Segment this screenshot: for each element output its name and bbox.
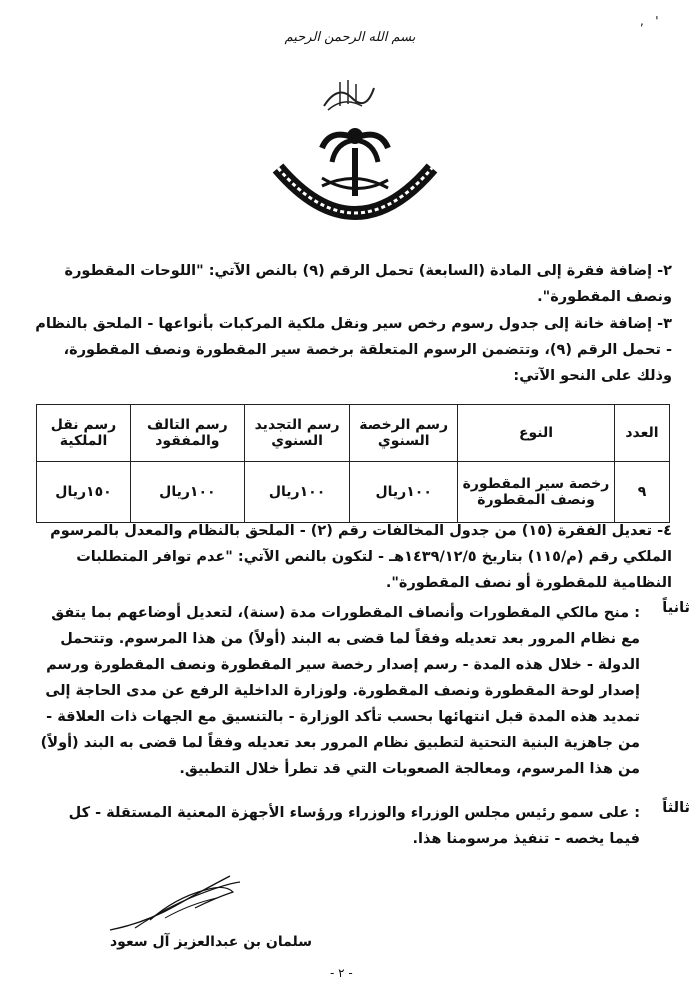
- table-header: رسم نقل الملكية: [37, 405, 131, 462]
- table-header: رسم التجديد السنوي: [244, 405, 350, 462]
- table-cell: ١٠٠ريال: [350, 462, 458, 523]
- signature-icon: [105, 868, 245, 938]
- corner-marks: , ': [640, 14, 659, 28]
- section-third-label: ثالثاً: [662, 800, 690, 816]
- page-number: - ٢ -: [330, 966, 353, 980]
- table-header: النوع: [458, 405, 615, 462]
- shahada-calligraphy: [318, 76, 378, 116]
- saudi-emblem-icon: [270, 118, 440, 228]
- table-row: [37, 462, 670, 523]
- table-cell: ١٥٠ريال: [37, 462, 131, 523]
- table-cell: ١٠٠ريال: [244, 462, 350, 523]
- table-header: العدد: [615, 405, 670, 462]
- section-second-text: : منح مالكي المقطورات وأنصاف المقطورات مدة (سنة)، لتعديل أوضاعهم بما يتفق مع نظام المرور بعد تعديله وفقاً لما قضى به البند (أولاً) من هذا المرسوم. وتتحمل الدولة - خلال هذه المدة - رسم إصدار رخصة سير المقطورة ونصف المقطورة ورسم إصدار لوحة المقطورة ونصف المقطورة. ولوزارة الداخلية الرفع عن مدى الحاجة إلى تمديد هذه المدة قبل انتهائها بحسب تأكد الوزارة - بالتنسيق مع الجهات ذات العلاقة - من جاهزية البنية التحتية لتطبيق نظام المرور بعد تعديله وفقاً لما قضى به البند (أولاً) من هذا المرسوم، ومعالجة الصعوبات التي قد تطرأ خلال التطبيق.: [40, 605, 640, 777]
- table-header: رسم التالف والمفقود: [130, 405, 244, 462]
- section-third-text: : على سمو رئيس مجلس الوزراء والوزراء ورؤساء الأجهزة المعنية المستقلة - كل فيما يخصه - تنفيذ مرسومنا هذا.: [68, 805, 640, 847]
- table-header: رسم الرخصة السنوي: [350, 405, 458, 462]
- table-cell: رخصة سير المقطورة ونصف المقطورة: [458, 462, 615, 523]
- table-cell: ٩: [615, 462, 670, 523]
- basmala: بسم الله الرحمن الرحيم: [284, 30, 416, 45]
- item-4: ٤- تعديل الفقرة (١٥) من جدول المخالفات رقم (٢) - الملحق بالنظام والمعدل بالمرسوم الملكي رقم (م/١١٥) بتاريخ ١٤٣٩/١٢/٥هـ - لتكون بالنص الآتي: "عدم توافر المتطلبات النظامية للمقطورة أو نصف المقطورة".: [50, 523, 672, 591]
- table-header-row: [37, 405, 670, 462]
- signer-name: سلمان بن عبدالعزيز آل سعود: [110, 934, 313, 950]
- item-2: ٢- إضافة فقرة إلى المادة (السابعة) تحمل الرقم (٩) بالنص الآتي: "اللوحات المقطورة ونصف المقطورة".: [64, 263, 672, 305]
- item-3: ٣- إضافة خانة إلى جدول رسوم رخص سير ونقل ملكية المركبات بأنواعها - الملحق بالنظام - تحمل الرقم (٩)، وتتضمن الرسوم المتعلقة برخصة سير المقطورة ونصف المقطورة، وذلك على النحو الآتي:: [35, 316, 672, 384]
- section-second-label: ثانياً: [662, 600, 690, 616]
- table-cell: ١٠٠ريال: [130, 462, 244, 523]
- fees-table: [36, 404, 670, 523]
